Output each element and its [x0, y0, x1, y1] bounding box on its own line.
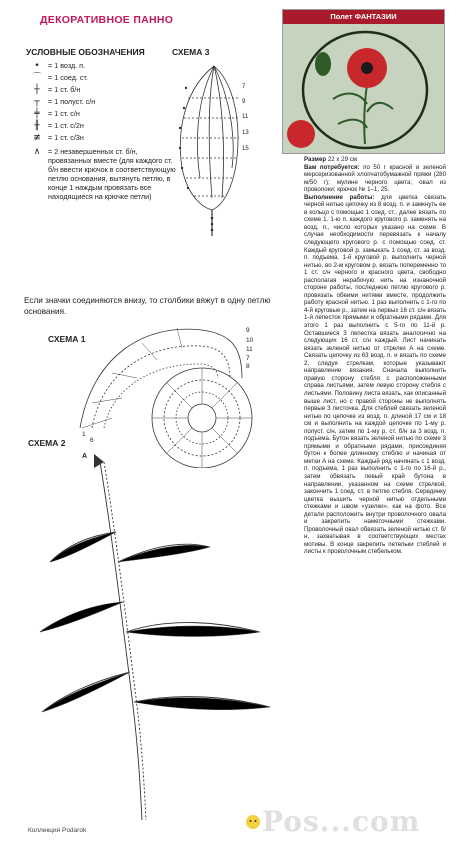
- double-crochet-symbol: ╪: [34, 109, 40, 119]
- scheme-3-row-label: 9: [242, 99, 246, 105]
- scheme-2-label: СХЕМА 2: [28, 438, 66, 448]
- scheme-2-leaf-stem-diagram: [20, 442, 290, 822]
- legend-text: = 1 ст. с/н: [48, 109, 80, 118]
- half-double-symbol: ┬: [34, 97, 40, 107]
- scheme-3-row-label: 15: [242, 146, 249, 152]
- legend-text: = 1 ст. б/н: [48, 85, 81, 94]
- photo-band: Полет ФАНТАЗИИ: [283, 10, 444, 24]
- legend-text: = 1 возд. п.: [48, 61, 86, 70]
- scheme-1-row-label: 8: [246, 363, 250, 370]
- chain-stitch-symbol: •: [34, 61, 40, 71]
- scheme-1-row-label: 11: [246, 346, 253, 353]
- work-text: для цветка связать черной нитью цепочку из 8 возд. п. и замкнуть ее в кольцо с помощью 1 соед. ст., далее вязать по схеме 1. 1-ю п. каждого кругового р. заменять на возд. п., число которых указано на схеме. В случае необходимости перевязать к началу следующего кругового р. с помощью соед. ст. Каждый круговой р. замыкать 1 соед. ст. за возд. п. подъема. 1-й круговой р. выполнить черной нитью, во 2-м круговом р. вязать попеременно то 1 ст. с/н черного и красного цвета, свободно располагая нерабочую нить на изнаночной стороне работы, последнюю петлю кругового р. провязать обеими нитями вместе, продолжить работу красной нитью. 1 раз выполнить с 1-го по 4-й круговые р., затем на первых 16 ст. с/н вязать 1-й лепесток прямыми и обратными рядами. Для этого 1 раз выполнить с 5-го по 11-й р. Оставшиеся 3 лепестка вязать аналогично на следующих 16 ст. с/н каждый. Лист начинать вязать зеленой нитью от стрелки А на схеме. Связать цепочку из 63 возд. п. и вязать по схеме 2, следуя стрелкам, которые указывают направление вязания. Сначала выполнить правую сторону стебля с расположенными справа листьями, затем левую сторону стебля с листьями. Половину листа вязать, как описанный выше лист, но с правой стороны не выполнять первые 3 листочка. Для стеблей связать зеленой нитью по цепочке из возд. п. длиной 17 см и 18 см и выполнить на каждой цепочке по 1-му р. полуст. с/н, затем по 1-му р. ст. б/н за 3 возд. п. подъема. Бутон вязать зеленой нитью по схеме 3 прямыми и обратными рядами, присоединяя бутон к более длинному стеблю и начиная от метки А на схеме. Каждый ряд начинать с 1 возд. п. подъема, 1 раз выполнить с 1-го по 16-й р., затем обвязать левый край бутона в направлении, указанном на схеме стрелкой, закончить 1 соед. ст. в петлю стебля. Серединку цветка вышить черной нитью отдельными стежками и швом «узелки», как на фото. Все детали расположить внутри проволочного овала и закрепить наметочными стежками. Проволочный овал обвязать зеленой нитью ст. б/н, захватывая в соответствующих местах мотивы. В конце закрепить петельки стеблей и листы к проволочным стебельком.: [304, 193, 447, 556]
- legend-item: [26, 61, 176, 73]
- slip-stitch-symbol: ⌒: [32, 73, 42, 83]
- legend-item: [26, 73, 176, 85]
- scheme-1-row-label: 6: [90, 437, 94, 444]
- single-crochet-symbol: ┼: [34, 85, 40, 95]
- legend: [26, 61, 176, 201]
- work-paragraph: [304, 194, 446, 556]
- size-label: Размер: [304, 156, 327, 163]
- poppy-panel-image: [283, 24, 445, 154]
- legend-note: Если значки соединяются внизу, то столбики вяжут в одну петлю основания.: [24, 296, 271, 316]
- legend-item: [26, 85, 176, 97]
- scheme-3-label: СХЕМА 3: [172, 47, 210, 57]
- materials-label: Вам потребуется:: [304, 163, 360, 171]
- scheme-1-row-label: 10: [246, 337, 254, 344]
- treble-symbol: ╫: [34, 121, 40, 131]
- legend-item: [26, 109, 176, 121]
- scheme-3-bud-diagram: [166, 58, 256, 236]
- legend-text: = 2 незавершенных ст. б/н, провязанных вместе (для каждого ст. б/н ввести крючок в соответствующую петлю основания, вытянуть петлю, в конце 1 нaждым провязать все находящиеся на крючке петли): [48, 147, 176, 201]
- scheme-3-row-label: 7: [242, 84, 246, 90]
- watermark-text: Pos...com: [262, 805, 421, 838]
- watermark: [244, 805, 420, 838]
- collection-credit: Коллекция Podarok: [28, 827, 87, 834]
- legend-item: [26, 97, 176, 109]
- scheme-1-label: СХЕМА 1: [48, 334, 86, 344]
- scheme-3-row-label: 11: [242, 114, 249, 120]
- finished-panel-photo: [282, 9, 445, 154]
- materials-paragraph: [304, 164, 446, 194]
- legend-item: [26, 121, 176, 133]
- scheme-1-row-label: 9: [246, 327, 250, 334]
- work-label: Выполнение работы:: [304, 193, 375, 201]
- legend-item: [26, 133, 176, 145]
- legend-text: = 1 соед. ст.: [48, 73, 88, 82]
- mascot-icon: [244, 813, 262, 831]
- double-treble-symbol: ≢: [33, 133, 41, 143]
- scheme-1-row-label: 7: [246, 355, 250, 362]
- size-value: 22 х 29 см: [327, 156, 357, 163]
- materials-text: по 50 г красной и зеленой мерсеризованной хлопчатобумажной пряжи (280 м/50 г); мулине черного цвета; овал из проволоки; крючок № 1–1, 25.: [304, 163, 446, 194]
- scheme-2-arrow-label: A: [82, 453, 88, 460]
- legend-text: = 1 полуст. с/н: [48, 97, 96, 106]
- size-paragraph: [304, 156, 446, 164]
- legend-text: = 1 ст. с/3н: [48, 133, 84, 142]
- legend-item: [26, 147, 176, 201]
- legend-title: УСЛОВНЫЕ ОБОЗНАЧЕНИЯ: [26, 47, 145, 57]
- legend-text: = 1 ст. с/2н: [48, 121, 84, 130]
- scheme-1-row-label: 1: [82, 431, 86, 438]
- instructions-text: [304, 156, 446, 556]
- page-title: ДЕКОРАТИВНОЕ ПАННО: [40, 14, 174, 26]
- scheme-3-row-label: 13: [242, 130, 249, 136]
- decrease-symbol: ∧: [33, 147, 41, 157]
